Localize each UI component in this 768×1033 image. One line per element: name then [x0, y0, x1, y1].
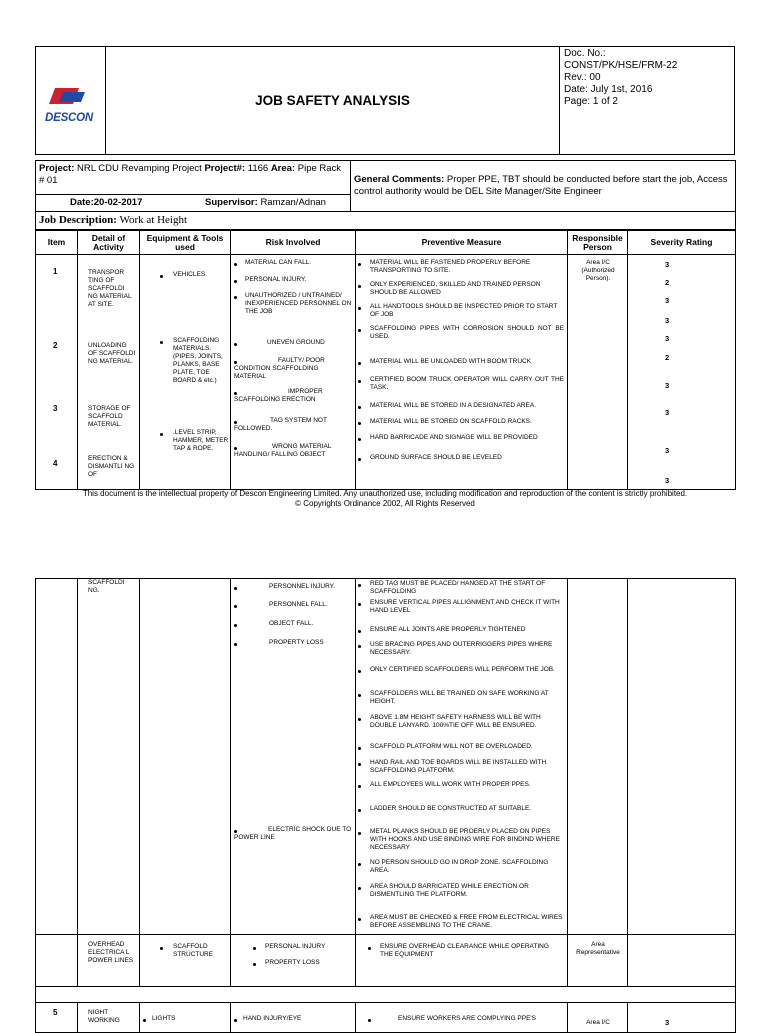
item-number: 1: [53, 267, 58, 276]
job-description: Work at Height: [119, 214, 188, 226]
revision: Rev.: 00: [564, 72, 601, 83]
supervisor-name: Ramzan/Adnan: [260, 197, 326, 208]
night-item-cell: [36, 1003, 78, 1033]
activity-text: TRANSPOR TING OF SCAFFOLDI NG MATERIAL AT SITE.: [88, 269, 132, 308]
item-number: 3: [53, 404, 58, 413]
severity-rating: 2: [665, 278, 670, 287]
activities-cell: [78, 255, 140, 490]
measure-text: METAL PLANKS SHOULD BE PROERLY PLACED ON PIPES WITH HOOKS AND USE BINDING WIRE FOR BINDIND WHERE NECESSARY: [370, 828, 560, 851]
logo-mark-icon: [39, 84, 101, 114]
date-supervisor-cell: Date:20-02-2017 Supervisor: Ramzan/Adnan: [36, 195, 351, 212]
measure-text: HAND RAIL AND TOE BOARDS WILL BE INSTALLED WITH SCAFFOLDING PLATFORM.: [370, 759, 547, 774]
measure-text: USE BRACING PIPES AND OUTERRIGGERS PIPES WHERE NECESSARY.: [370, 641, 553, 656]
equipment-text: LIGHTS: [152, 1015, 176, 1022]
severity-rating: 3: [665, 316, 670, 325]
measure-text: ALL EMPLOYEES WILL WORK WITH PROPER PPES.: [370, 781, 531, 788]
item-number: 4: [53, 459, 58, 468]
general-comments: General Comments: Proper PPE, TBT should be conducted before start the job, Access control authority would be DEL Site Manager/Site Engineer: [351, 161, 736, 212]
col-equipment: Equipment & Tools used: [140, 231, 231, 255]
measure-text: MATERIAL WILL BE STORED ON SCAFFOLD RACKS.: [370, 418, 532, 425]
risk-text: PERSONNEL INJURY.: [269, 583, 335, 590]
project-number: 1166: [247, 163, 269, 174]
risk-text: UNEVEN GROUND: [267, 339, 325, 346]
measure-text: ALL HANDTOOLS SHOULD BE INSPECTED PRIOR TO START OF JOB: [370, 303, 558, 318]
measure-text: ABOVE 1.8M HEIGHT SAFETY HARNESS WILL BE WITH DOUBLE LANYARD. 100%TIE OFF WILL BE ENSURED.: [370, 714, 541, 729]
page-number: Page: 1 of 2: [564, 96, 618, 107]
severity-cell: [628, 935, 736, 987]
activity-text: OVERHEAD ELECTRICA L POWER LINES: [88, 941, 134, 964]
measures-cell: [356, 579, 568, 935]
item-cell: [36, 935, 78, 987]
activity-text: SCAFFOLDI NG.: [88, 579, 125, 594]
measure-text: ENSURE OVERHEAD CLEARANCE WHILE OPERATING THE EQUIPMENT: [380, 943, 549, 958]
page-footer: [35, 489, 735, 509]
overhead-risks-cell: [231, 935, 356, 987]
measure-text: ONLY EXPERIENCED, SKILLED AND TRAINED PERSON SHOULD BE ALLOWED: [370, 281, 541, 296]
measure-text: RED TAG MUST BE PLACED/ HANGED AT THE START OF SCAFFOLDING: [370, 580, 546, 595]
severity-cell: [628, 579, 736, 935]
measure-text: HARD BARRICADE AND SIGNAGE WILL BE PROVIDED: [370, 434, 538, 441]
risks-cell: [231, 255, 356, 490]
responsible-person: Area I/C (Authorized Person).: [581, 259, 615, 282]
activity-text: ERECTION & DISMANTLI NG OF: [88, 455, 135, 478]
document-title: JOB SAFETY ANALYSIS: [106, 47, 560, 155]
night-severity-cell: [628, 1003, 736, 1033]
severity-rating: 3: [665, 408, 670, 417]
measure-text: SCAFFOLD PLATFORM WILL NOT BE OVERLOADED.: [370, 743, 533, 750]
severity-rating: 3: [665, 296, 670, 305]
severity-cell: [628, 255, 736, 490]
responsible-person: Area Representative: [576, 941, 620, 956]
doc-date: Date: July 1st, 2016: [564, 84, 653, 95]
logo-wordmark: DESCON: [45, 111, 94, 124]
general-comments-text: Proper PPE, TBT should be conducted before start the job, Access control authority would be DEL Site Manager/Site Engineer: [354, 174, 728, 197]
equipment-text: SCAFFOLD STRUCTURE: [173, 943, 214, 958]
risk-text: IMPROPER SCAFFOLDING ERECTION: [234, 388, 323, 403]
risks-cell: [231, 579, 356, 935]
measure-text: MATERIAL WILL BE STORED IN A DESIGNATED AREA.: [370, 402, 537, 409]
severity-rating: 3: [665, 334, 670, 343]
measure-text: MATERIAL WILL BE FASTENED PROPERLY BEFORE TRANSPORTING TO SITE.: [370, 259, 531, 274]
col-responsible: Responsible Person: [568, 231, 628, 255]
measure-text: SCAFFOLDERS WILL BE TRAINED ON SAFE WORKING AT HEIGHT.: [370, 690, 549, 705]
risk-text: HAND INJURY/EYE: [243, 1015, 302, 1022]
document-control-info: [560, 47, 735, 155]
col-measure: Preventive Measure: [356, 231, 568, 255]
responsible-cell: [568, 579, 628, 935]
logo-cell: [36, 47, 106, 155]
measure-text: SCAFFOLDING PIPES WITH CORROSION SHOULD NOT BE USED.: [370, 325, 564, 340]
doc-no-label: Doc. No.:: [564, 48, 606, 59]
project-area: Pipe Rack # 01: [39, 163, 342, 186]
activity-cont-cell: [78, 579, 140, 935]
risk-text: OBJECT FALL.: [269, 620, 314, 627]
severity-rating: 3: [665, 1018, 670, 1027]
severity-rating: 2: [665, 353, 670, 362]
risk-text: WRONG MATERIAL HANDLING/ FALLING OBJECT: [234, 443, 332, 458]
severity-rating: 3: [665, 260, 670, 269]
measure-text: AREA MUST BE CHECKED & FREE FROM ELECTRICAL WIRES BEFORE ASSEMBLING TO THE CRANE.: [370, 914, 563, 929]
col-severity: Severity Rating: [628, 231, 736, 255]
equipment-cell: [140, 255, 231, 490]
measure-text: LADDER SHOULD BE CONSTRUCTED AT SUITABLE.: [370, 805, 532, 812]
severity-rating: 3: [665, 476, 670, 485]
footer-copyright: © Copyrights Ordinance 2002, All Rights Reserved: [295, 499, 475, 508]
footer-disclaimer: This document is the intellectual property of Descon Engineering Limited. Any unauthorized use, including modification and reproduction of the content is strictly prohibited.: [82, 489, 688, 498]
risk-text: PROPERTY LOSS: [265, 959, 320, 966]
risk-text: PERSONAL INJURY: [265, 943, 326, 950]
spacer-row: [36, 987, 736, 1003]
item-cell: [36, 579, 78, 935]
risk-text: ELECTRIC SHOCK DUE TO POWER LINE: [234, 826, 352, 841]
measure-text: CERTIFIED BOOM TRUCK OPERATOR WILL CARRY OUT THE TASK.: [370, 376, 564, 391]
risk-text: TAG SYSTEM NOT FOLLOWED.: [234, 417, 327, 432]
responsible-person: Area I/C: [586, 1019, 610, 1026]
activity-text: STORAGE OF SCAFFOLD MATERIAL.: [88, 405, 131, 428]
responsible-cell: [568, 255, 628, 490]
night-risk-cell: [231, 1003, 356, 1033]
jsa-table-page2: [35, 578, 736, 1033]
project-info-table: [35, 160, 736, 230]
night-equipment-cell: [140, 1003, 231, 1033]
measures-cell: [356, 255, 568, 490]
measure-text: NO PERSON SHOULD GO IN DROP ZONE. SCAFFOLDING AREA.: [370, 859, 549, 874]
project-cell: Project: NRL CDU Revamping Project Project#: 1166 Area: Pipe Rack # 01: [36, 161, 351, 195]
risk-text: MATERIAL CAN FALL.: [245, 259, 312, 266]
project-name: NRL CDU Revamping Project: [77, 163, 202, 174]
item-number: 5: [53, 1008, 58, 1017]
equipment-text: SCAFFOLDING MATERIALS. (PIPES, JOINTS, PLANKS, BASE PLATE, TOE BOARD & etc.): [173, 337, 223, 384]
col-item: Item: [36, 231, 78, 255]
severity-rating: 3: [665, 446, 670, 455]
risk-text: PROPERTY LOSS: [269, 639, 324, 646]
measure-text: ENSURE VERTICAL PIPES ALLIGNMENT AND CHECK IT WITH HAND LEVEL: [370, 599, 560, 614]
overhead-equipment-cell: [140, 935, 231, 987]
measure-text: ENSURE ALL JOINTS ARE PROPERLY TIGHTENED: [370, 626, 526, 633]
col-risk: Risk Involved: [231, 231, 356, 255]
jsa-date: Date:20-02-2017: [70, 197, 143, 208]
measure-text: ENSURE WORKERS ARE COMPLYING PPE'S: [398, 1015, 537, 1022]
item-number: 2: [53, 341, 58, 350]
measure-text: MATERIAL WILL BE UNLOADED WITH BOOM TRUCK: [370, 358, 532, 365]
risk-text: FAULTY/ POOR CONDITION SCAFFOLDING MATERIAL: [234, 357, 325, 380]
equipment-text: .LEVEL STRIP, HAMMER, METER TAP & ROPE.: [173, 429, 229, 452]
overhead-measure-cell: [356, 935, 568, 987]
night-activity-cell: [78, 1003, 140, 1033]
night-responsible-cell: [568, 1003, 628, 1033]
activity-text: NIGHT WORKING: [88, 1009, 120, 1024]
equipment-text: VEHICLES.: [173, 271, 207, 278]
doc-no: CONST/PK/HSE/FRM-22: [564, 60, 678, 71]
risk-text: UNAUTHORIZED / UNTRAINED/ INEXPERIENCED PERSONNEL ON THE JOB: [245, 292, 352, 315]
severity-rating: 3: [665, 381, 670, 390]
night-measure-cell: [356, 1003, 568, 1033]
col-activity: Detail of Activity: [78, 231, 140, 255]
overhead-responsible-cell: [568, 935, 628, 987]
measure-text: ONLY CERTIFIED SCAFFOLDERS WILL PERFORM THE JOB.: [370, 666, 555, 673]
measure-text: AREA SHOULD BARRICATED WHILE ERECTION OR DISMENTLING THE PLATFORM.: [370, 883, 529, 898]
activity-text: UNLOADING OF SCAFFOLDI NG MATERIAL.: [88, 342, 136, 365]
job-description-cell: Job Description: Work at Height: [36, 212, 736, 230]
risk-text: PERSONNEL FALL.: [269, 601, 328, 608]
overhead-activity-cell: [78, 935, 140, 987]
descon-logo: [39, 84, 101, 124]
equipment-cell: [140, 579, 231, 935]
measure-text: GROUND SURFACE SHOULD BE LEVELED: [370, 454, 502, 461]
risk-text: PERSONAL INJURY.: [245, 276, 307, 283]
items-cell: [36, 255, 78, 490]
jsa-table-page1: [35, 230, 736, 490]
header-table: [35, 46, 735, 155]
